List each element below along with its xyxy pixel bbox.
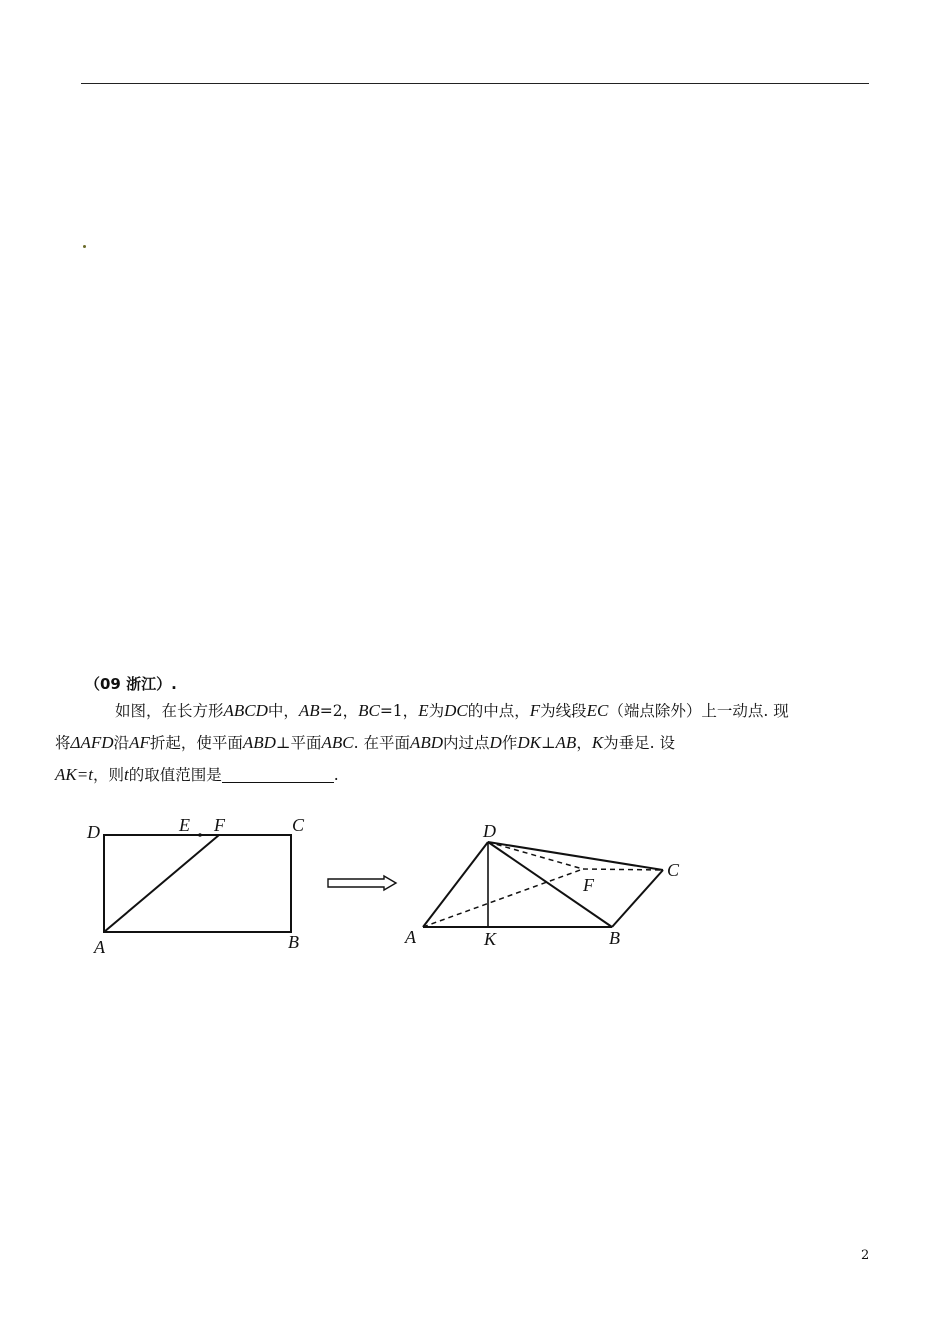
segment-da <box>423 842 488 927</box>
label-c-left: C <box>292 815 305 835</box>
label-b-left: B <box>288 932 299 952</box>
label-d-right: D <box>483 821 496 841</box>
segment-af <box>104 835 219 932</box>
label-d-left: D <box>87 822 100 842</box>
rectangle-figure <box>104 835 291 932</box>
point-e <box>198 833 202 837</box>
rectangle-abcd <box>104 835 291 932</box>
answer-blank[interactable] <box>222 765 334 783</box>
label-a-right: A <box>405 927 416 947</box>
label-b-right: B <box>609 928 620 948</box>
label-f-left: F <box>214 815 225 835</box>
problem-text: 如图，在长方形ABCD中，AB=2，BC=1，E为DC的中点，F为线段EC（端点除外）上一动点. 现 将ΔAFD沿AF折起，使平面ABD⊥平面ABC. 在平面ABD内过点D作DK⊥AB，K为垂足. 设 AK=t，则t的取值范围是 . <box>55 701 789 784</box>
header-rule <box>81 83 869 84</box>
folded-figure <box>423 842 663 927</box>
problem-source: （09 浙江）. <box>85 675 177 693</box>
label-c-right: C <box>667 860 680 880</box>
geometry-figure <box>0 800 720 960</box>
page-number: 2 <box>861 1248 870 1263</box>
label-e-left: E <box>179 815 190 835</box>
label-f-right: F <box>583 875 594 895</box>
segment-af-hidden <box>423 869 583 927</box>
segment-dc <box>488 842 663 870</box>
fold-arrow-icon <box>328 876 396 890</box>
stray-dot <box>83 245 86 248</box>
segment-fc-hidden <box>583 869 663 870</box>
label-a-left: A <box>94 937 105 957</box>
label-k-right: K <box>484 929 497 949</box>
segment-bc-right <box>612 870 663 927</box>
